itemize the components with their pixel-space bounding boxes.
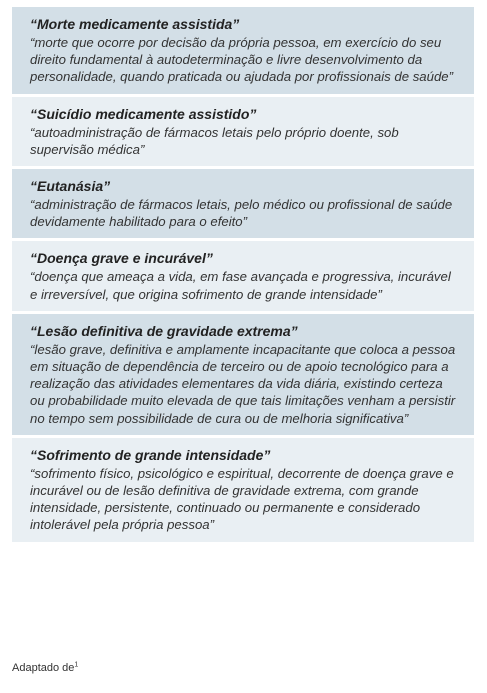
definition-term: “Morte medicamente assistida”	[30, 16, 240, 32]
caption-text: Adaptado de	[12, 662, 75, 674]
definition-text: “morte que ocorre por decisão da própria pessoa, em exercício do seu direito fundamental à autodeterminação e livre desenvolvimento da personalidade, quando praticada ou ajudada por profissionais de saúde”	[30, 35, 454, 85]
definition-term: “Suicídio medicamente assistido”	[30, 105, 257, 122]
definition-text: “doença que ameaça a vida, em fase avançada e progressiva, incurável e irreversível, que origina sofrimento de grande intensidade”	[30, 269, 451, 302]
caption-reference: 1	[74, 661, 79, 669]
definition-text: “autoadministração de fármacos letais pelo próprio doente, sob supervisão médica”	[30, 124, 399, 157]
definition-row	[12, 241, 474, 313]
definition-row	[12, 169, 474, 241]
definition-term: “Sofrimento de grande intensidade”	[30, 446, 271, 463]
definition-row	[12, 7, 474, 97]
definition-text: “sofrimento físico, psicológico e espiritual, decorrente de doença grave e incurável ou de lesão definitiva de gravidade extrema, com grande intensidade, persistente, continuado ou permanente e considerado intolerável pela própria pessoa”	[30, 465, 454, 533]
definition-term: “Eutanásia”	[30, 178, 111, 195]
definition-text: “administração de fármacos letais, pelo médico ou profissional de saúde devidamente habilitado para o efeito”	[30, 197, 453, 230]
definitions-table	[12, 7, 474, 545]
definition-row	[12, 314, 474, 438]
definition-row	[12, 97, 474, 169]
definition-text: “lesão grave, definitiva e amplamente incapacitante que coloca a pessoa em situação de dependência de terceiro ou de apoio tecnológico para a realização das atividades elementares da vida diária, existindo certeza ou probabilidade muito elevada de que tais limitações venham a persistir no tempo sem possibilidade de cura ou de melhoria significativa”	[30, 341, 456, 426]
definition-row	[12, 438, 474, 545]
definition-term: “Doença grave e incurável”	[30, 250, 213, 267]
source-caption	[12, 662, 78, 674]
definition-term: “Lesão definitiva de gravidade extrema”	[30, 322, 298, 339]
